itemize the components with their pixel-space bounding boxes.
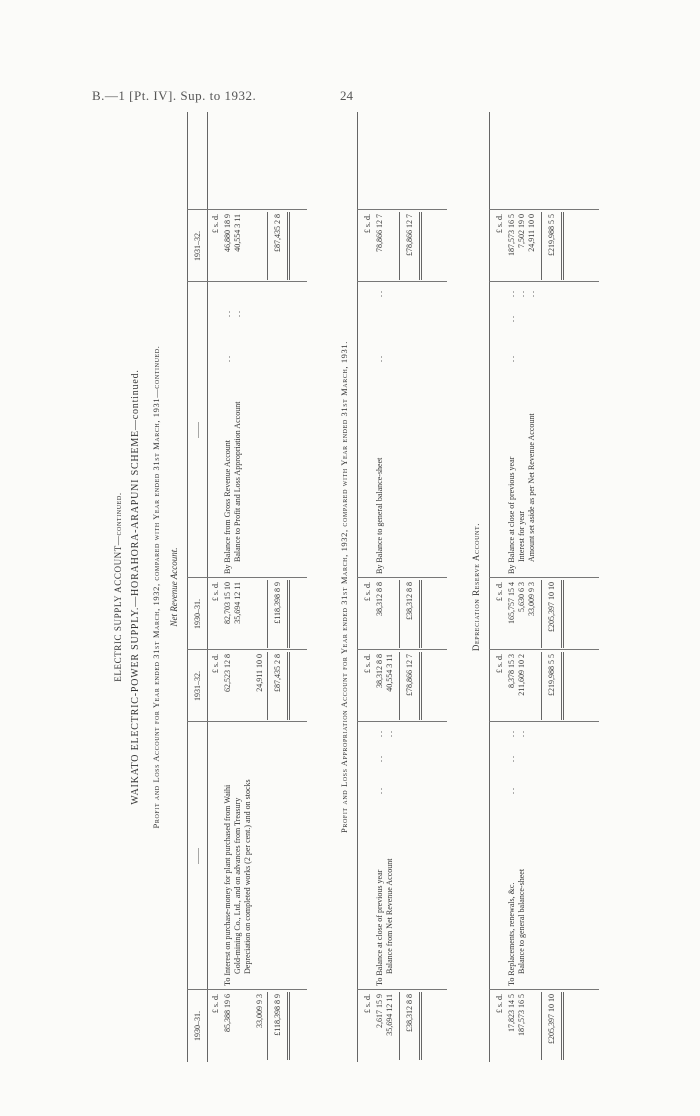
leader-dots: . . bbox=[507, 356, 516, 362]
ledger-entry: By Balance from Gross Revenue Account bbox=[223, 440, 232, 574]
appropriation-title: Profit and Loss Appropriation Account for Year ended 31st March, 1932, compared with Year ended 31st March, 1931. bbox=[339, 341, 349, 833]
col-header-cur2: 1931–32. bbox=[193, 231, 202, 261]
running-header: B.—1 [Pt. IV]. Sup. to 1932. bbox=[92, 88, 257, 103]
total-amount: £118,398 8 9 bbox=[273, 582, 282, 624]
ledger-entry: Interest for year bbox=[517, 510, 526, 562]
amount: 35,694 12 11 bbox=[233, 582, 242, 624]
ledger-entry: Gold-mining Co., Ltd., and on advances from Treasury bbox=[233, 797, 242, 974]
amount: 187,573 16 5 bbox=[517, 994, 526, 1036]
lsd-label: £ s. d. bbox=[495, 582, 504, 602]
leader-dots: . . bbox=[233, 311, 242, 317]
amount: 7,502 19 0 bbox=[517, 214, 526, 248]
page-number: 24 bbox=[340, 88, 353, 103]
col-header-dash-left: —— bbox=[193, 848, 202, 864]
ledger-entry: To Balance at close of previous year bbox=[375, 869, 384, 986]
leader-dots: . . bbox=[385, 731, 394, 737]
total-amount: £78,866 12 7 bbox=[405, 654, 414, 696]
total-amount: £219,988 5 5 bbox=[547, 654, 556, 696]
lsd-label: £ s. d. bbox=[495, 214, 504, 234]
amount: 78,866 12 7 bbox=[375, 214, 384, 252]
net-revenue-title: Net Revenue Account. bbox=[169, 547, 179, 627]
amount: 5,630 6 3 bbox=[517, 582, 526, 612]
ledger-entry: To Interest on purchase-money for plant purchased from Waihi bbox=[223, 784, 232, 986]
lsd-label: £ s. d. bbox=[363, 994, 372, 1014]
amount: 85,388 19 6 bbox=[223, 994, 232, 1032]
leader-dots: . . bbox=[223, 356, 232, 362]
amount: 187,573 16 5 bbox=[507, 214, 516, 256]
col-header-prev2: 1930–31. bbox=[193, 599, 202, 629]
leader-dots: . . bbox=[507, 788, 516, 794]
amount: 24,911 10 0 bbox=[527, 214, 536, 252]
lsd-label: £ s. d. bbox=[363, 654, 372, 674]
ledger-entry: Balance to Profit and Loss Appropriation Account bbox=[233, 401, 242, 562]
leader-dots: . . bbox=[517, 731, 526, 737]
lsd-label: £ s. d. bbox=[211, 582, 220, 602]
lsd-label: £ s. d. bbox=[211, 654, 220, 674]
amount: 17,823 14 5 bbox=[507, 994, 516, 1032]
amount: 24,911 10 0 bbox=[255, 654, 264, 692]
total-amount: £205,397 10 10 bbox=[547, 582, 556, 632]
leader-dots: . . bbox=[507, 756, 516, 762]
amount: 40,554 3 11 bbox=[233, 214, 242, 252]
lsd-label: £ s. d. bbox=[363, 214, 372, 234]
col-header-dash-right: —— bbox=[193, 422, 202, 438]
ledger-entry: Balance from Net Revenue Account bbox=[385, 858, 394, 974]
ledger-entry: Depreciation on completed works (2 per cent.) and on stocks bbox=[243, 779, 252, 974]
lsd-label: £ s. d. bbox=[495, 994, 504, 1014]
amount: 38,312 8 8 bbox=[375, 582, 384, 616]
amount: 33,009 9 3 bbox=[527, 582, 536, 616]
total-amount: £87,435 2 8 bbox=[273, 214, 282, 252]
amount: 2,617 15 9 bbox=[375, 994, 384, 1028]
ledger-entry: To Replacements, renewals, &c. bbox=[507, 882, 516, 986]
scheme-title: WAIKATO ELECTRIC-POWER SUPPLY.—HORAHORA-ARAPUNI SCHEME—continued. bbox=[130, 369, 141, 805]
ledger-entry: By Balance to general balance-sheet bbox=[375, 457, 384, 574]
lsd-label: £ s. d. bbox=[211, 994, 220, 1014]
ledger-entry: Balance to general balance-sheet bbox=[517, 868, 526, 974]
amount: 35,694 12 11 bbox=[385, 994, 394, 1036]
total-amount: £38,312 8 8 bbox=[405, 582, 414, 620]
leader-dots: . . bbox=[507, 291, 516, 297]
total-amount: £87,435 2 8 bbox=[273, 654, 282, 692]
leader-dots: . . bbox=[507, 316, 516, 322]
leader-dots: . . bbox=[375, 731, 384, 737]
leader-dots: . . bbox=[375, 788, 384, 794]
total-amount: £78,866 12 7 bbox=[405, 214, 414, 256]
pl-title: Profit and Loss Account for Year ended 31st March, 1932, compared with Year ended 31st March, 1931—continued. bbox=[151, 345, 161, 829]
rotated-accounts-sheet bbox=[107, 112, 637, 1062]
amount: 46,880 18 9 bbox=[223, 214, 232, 252]
total-amount: £205,397 10 10 bbox=[547, 994, 556, 1044]
total-amount: £219,988 5 5 bbox=[547, 214, 556, 256]
amount: 62,523 12 8 bbox=[223, 654, 232, 692]
leader-dots: . . bbox=[527, 291, 536, 297]
col-header-cur: 1931–32. bbox=[193, 671, 202, 701]
leader-dots: . . bbox=[507, 731, 516, 737]
col-header-prev: 1930–31. bbox=[193, 1011, 202, 1041]
account-title: ELECTRIC SUPPLY ACCOUNT—continued. bbox=[113, 492, 123, 682]
amount: 8,378 15 3 bbox=[507, 654, 516, 688]
depreciation-title: Depreciation Reserve Account. bbox=[471, 522, 481, 652]
leader-dots: . . bbox=[375, 291, 384, 297]
amount: 165,757 15 4 bbox=[507, 582, 516, 624]
lsd-label: £ s. d. bbox=[211, 214, 220, 234]
total-amount: £118,398 8 9 bbox=[273, 994, 282, 1036]
leader-dots: . . bbox=[375, 756, 384, 762]
amount: 40,554 3 11 bbox=[385, 654, 394, 692]
amount: 211,609 10 2 bbox=[517, 654, 526, 696]
ledger-entry: By Balance at close of previous year bbox=[507, 456, 516, 574]
leader-dots: . . bbox=[375, 356, 384, 362]
total-amount: £38,312 8 8 bbox=[405, 994, 414, 1032]
lsd-label: £ s. d. bbox=[495, 654, 504, 674]
amount: 38,312 8 8 bbox=[375, 654, 384, 688]
leader-dots: . . bbox=[517, 291, 526, 297]
lsd-label: £ s. d. bbox=[363, 582, 372, 602]
amount: 82,703 15 10 bbox=[223, 582, 232, 624]
amount: 33,009 9 3 bbox=[255, 994, 264, 1028]
leader-dots: . . bbox=[223, 311, 232, 317]
ledger-entry: Amount set aside as per Net Revenue Account bbox=[527, 413, 536, 562]
